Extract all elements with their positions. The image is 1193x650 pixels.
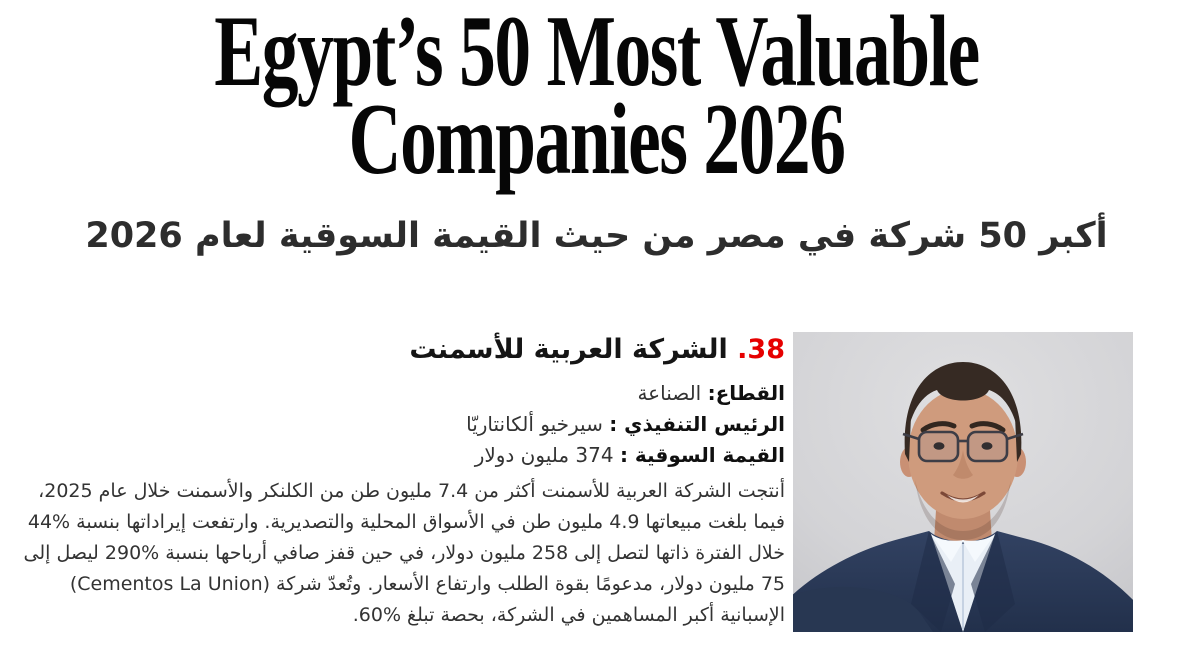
- entry-section: [20, 330, 1133, 650]
- meta-ceo-label: الرئيس التنفيذي :: [609, 412, 785, 436]
- meta-ceo-value: سيرخيو ألكانتاريّا: [466, 412, 603, 436]
- entry-rank: 38.: [737, 334, 785, 365]
- page-title-line-2: Companies 2026: [348, 83, 845, 196]
- meta-sector: [20, 378, 785, 409]
- meta-market-value-value: 374 مليون دولار: [474, 443, 614, 467]
- page-title-line-1: Egypt’s 50 Most Valuable: [214, 0, 979, 108]
- meta-market-value: [20, 440, 785, 471]
- meta-sector-value: الصناعة: [637, 381, 702, 405]
- meta-market-value-label: القيمة السوقية :: [619, 443, 785, 467]
- article-header: [0, 0, 1193, 258]
- entry-company-name: الشركة العربية للأسمنت: [409, 334, 728, 365]
- entry-body-paragraph: أنتجت الشركة العربية للأسمنت أكثر من 7.4 مليون طن من الكلنكر والأسمنت خلال عام 2025، فيما بلغت مبيعاتها 4.9 مليون طن في الأسواق المحلية والتصديرية. وارتفعت إيراداتها بنسبة %44 خلال الفترة ذاتها لتصل إلى 258 مليون دولار، في حين قفز صافي أرباحها بنسبة %290 ليصل إلى 75 مليون دولار، مدعومًا بقوة الطلب وارتفاع الأسعار. وتُعدّ شركة (Cementos La Union) الإسبانية أكبر المساهمين في الشركة، بحصة تبلغ %60.: [23, 480, 785, 626]
- entry-meta: [20, 378, 785, 471]
- page-subtitle-arabic: أكبر 50 شركة في مصر من حيث القيمة السوقية لعام 2026: [85, 216, 1108, 256]
- entry-heading: [20, 332, 785, 368]
- entry-text-column: [20, 330, 785, 650]
- ceo-portrait-illustration: [793, 332, 1133, 632]
- ceo-photo: [793, 332, 1133, 632]
- meta-sector-label: القطاع:: [707, 381, 785, 405]
- meta-ceo: [20, 409, 785, 440]
